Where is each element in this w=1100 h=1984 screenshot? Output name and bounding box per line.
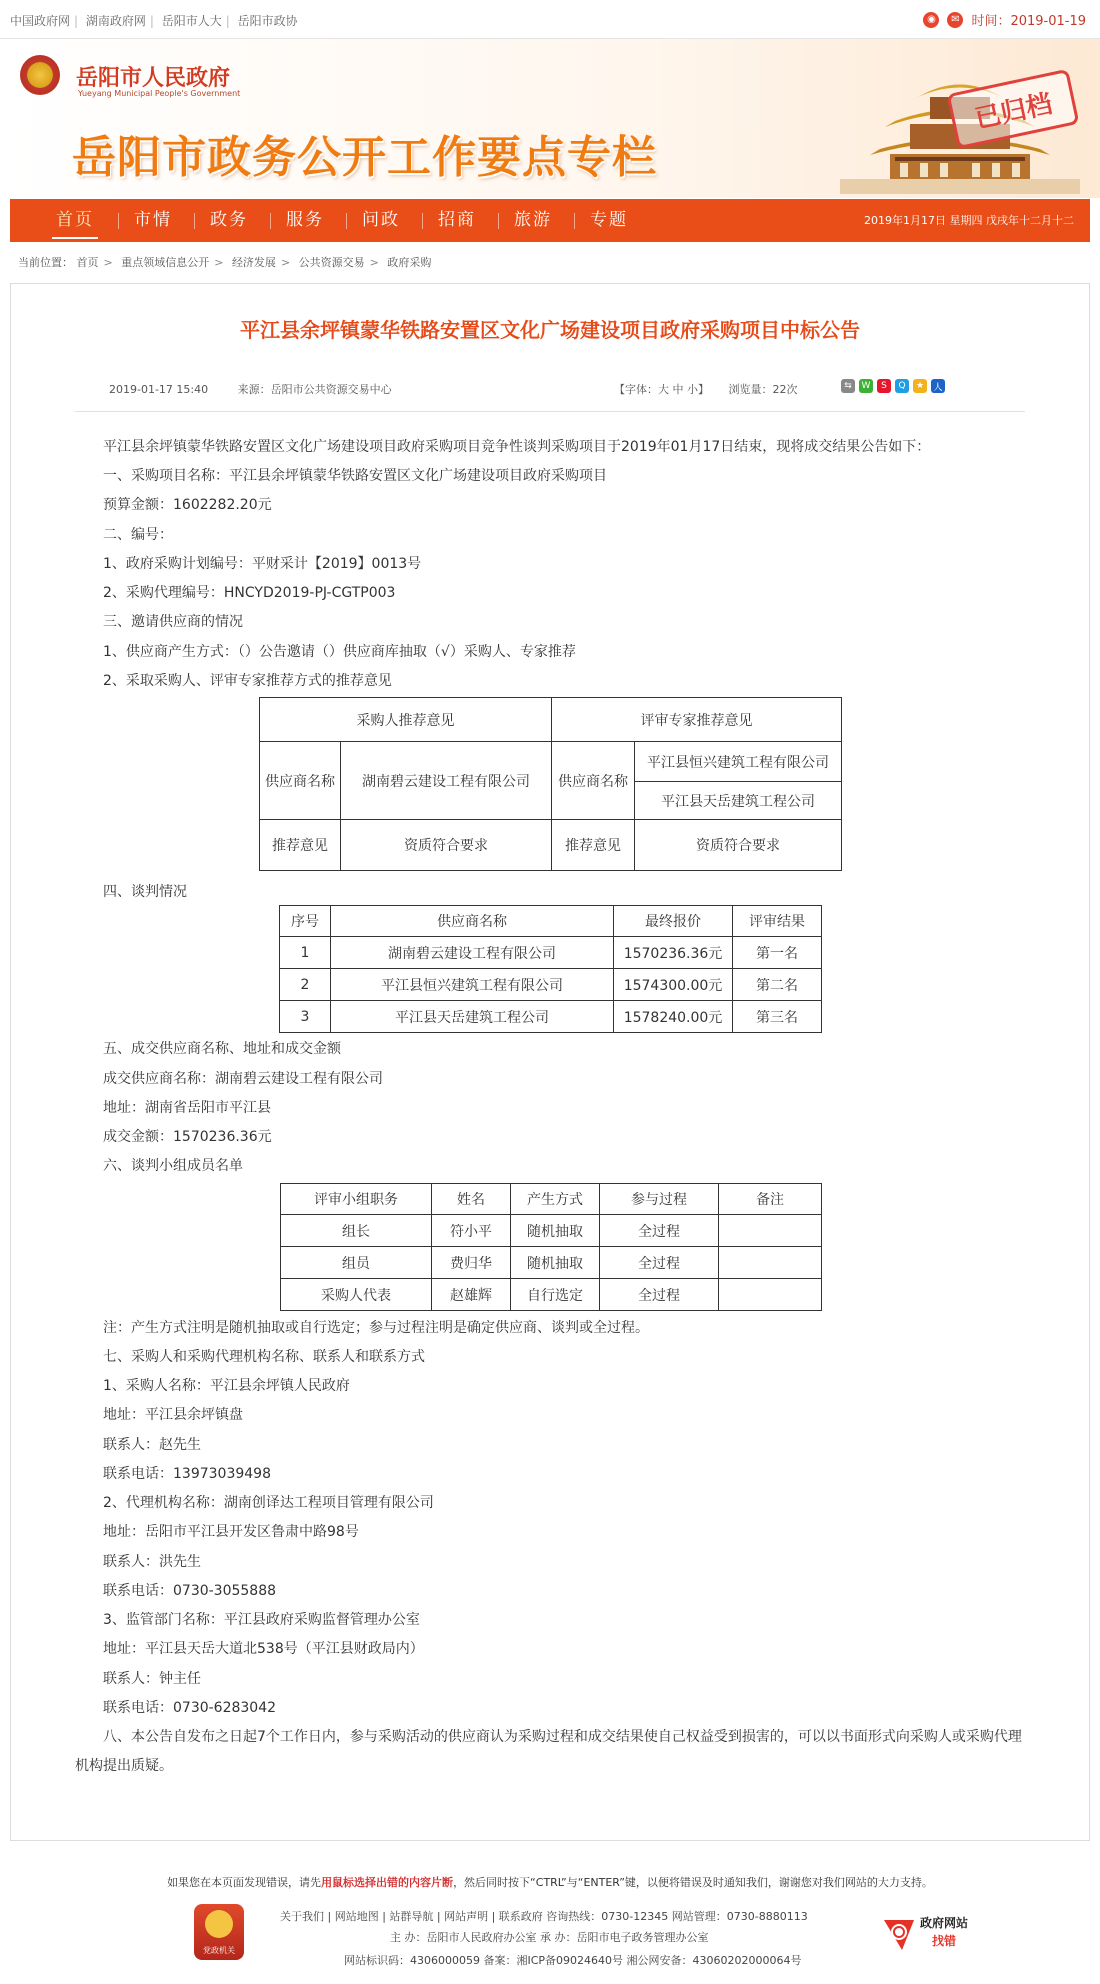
breadcrumb-item[interactable]: 重点领域信息公开	[121, 256, 210, 269]
breadcrumb-label: 当前位置：	[18, 256, 73, 269]
table-row	[281, 1279, 822, 1311]
link-gov-china[interactable]: 中国政府网	[10, 14, 71, 28]
find-error-icon	[880, 1912, 922, 1954]
emblem-label: 党政机关	[203, 1946, 235, 1955]
nav-date: 2019年1月17日 星期四 戊戌年十二月十二	[864, 214, 1074, 227]
table-cell: 随机抽取	[511, 1215, 600, 1247]
table-header: 采购人推荐意见	[260, 698, 552, 742]
footer	[0, 1860, 1100, 1984]
table-header: 备注	[719, 1184, 822, 1215]
article-paragraph: 三、邀请供应商的情况	[103, 614, 243, 630]
table-cell	[719, 1215, 822, 1247]
share-icon[interactable]: ⇆	[841, 379, 855, 393]
table-cell: 资质符合要求	[341, 820, 552, 871]
top-links: 中国政府网 | 湖南政府网 | 岳阳市人大 | 岳阳市政协	[10, 14, 298, 28]
article-paragraph: 联系电话：0730-6283042	[103, 1700, 277, 1716]
article-paragraph: 四、谈判情况	[103, 884, 187, 900]
article-paragraph: 地址：平江县天岳大道北538号（平江县财政局内）	[103, 1641, 424, 1657]
footer-note-highlight: 用鼠标选择出错的内容片断	[321, 1876, 454, 1889]
table-cell: 供应商名称	[260, 742, 341, 820]
breadcrumb-item[interactable]: 经济发展	[231, 256, 276, 269]
article-paragraph: 成交金额：1570236.36元	[103, 1129, 272, 1145]
table-cell: 赵雄辉	[432, 1279, 511, 1311]
article-paragraph: 2、采购代理编号：HNCYD2019-PJ-CGTP003	[103, 585, 396, 601]
article-paragraph: 五、成交供应商名称、地址和成交金额	[103, 1041, 341, 1057]
table-cell	[719, 1247, 822, 1279]
article-meta	[109, 381, 418, 397]
weibo-icon[interactable]: ◉	[923, 12, 939, 28]
table-cell: 全过程	[600, 1215, 719, 1247]
table-cell: 平江县恒兴建筑工程有限公司	[635, 742, 842, 782]
breadcrumb-item[interactable]: 公共资源交易	[298, 256, 365, 269]
article-paragraph: 联系人：洪先生	[103, 1554, 201, 1570]
table-cell: 1	[280, 937, 331, 969]
archived-stamp: 已归档	[947, 69, 1080, 150]
article-paragraph: 联系人：赵先生	[103, 1437, 201, 1453]
article-paragraph: 预算金额：1602282.20元	[103, 497, 272, 513]
table-cell: 组员	[281, 1247, 432, 1279]
article-source: 来源：岳阳市公共资源交易中心	[237, 383, 392, 396]
article-paragraph: 平江县余坪镇蒙华铁路安置区文化广场建设项目政府采购项目竞争性谈判采购项目于2019年01月17日结束，现将成交结果公告如下：	[103, 439, 931, 455]
wechat-share-icon[interactable]: W	[859, 379, 873, 393]
nav-item-government[interactable]: 政务	[210, 210, 248, 230]
table-cell: 推荐意见	[552, 820, 635, 871]
nav-item-investment[interactable]: 招商	[438, 210, 476, 230]
table-cell: 平江县天岳建筑工程公司	[635, 782, 842, 820]
nav-item-home[interactable]: 首页	[56, 199, 94, 242]
link-cppcc-yueyang[interactable]: 岳阳市政协	[237, 14, 298, 28]
table-cell: 湖南碧云建设工程有限公司	[341, 742, 552, 820]
view-count: 浏览量：22次	[728, 383, 798, 396]
share-bar	[841, 379, 945, 393]
table-cell: 1570236.36元	[614, 937, 733, 969]
main-nav	[10, 199, 1090, 242]
footer-error-note	[0, 1874, 1100, 1890]
banner-title: 岳阳市政务公开工作要点专栏	[72, 132, 657, 183]
link-npc-yueyang[interactable]: 岳阳市人大	[161, 14, 222, 28]
article-title: 平江县余坪镇蒙华铁路安置区文化广场建设项目政府采购项目中标公告	[240, 318, 860, 342]
panel-member-table	[280, 1183, 822, 1311]
table-header: 评审结果	[733, 906, 822, 937]
article-paragraph: 1、政府采购计划编号：平财采计【2019】0013号	[103, 556, 422, 572]
breadcrumb-item[interactable]: 政府采购	[387, 256, 432, 269]
article-paragraph: 联系电话：13973039498	[103, 1466, 271, 1482]
table-header: 产生方式	[511, 1184, 600, 1215]
article-paragraph: 联系人：钟主任	[103, 1671, 201, 1687]
party-gov-emblem-icon[interactable]	[194, 1904, 244, 1960]
table-cell: 自行选定	[511, 1279, 600, 1311]
table-cell: 随机抽取	[511, 1247, 600, 1279]
table-cell: 3	[280, 1001, 331, 1033]
table-cell: 推荐意见	[260, 820, 341, 871]
footer-links[interactable]: 关于我们 | 网站地图 | 站群导航 | 网站声明 | 联系政府 咨询热线：0730-12345 网站管理：0730-8880113	[280, 1910, 808, 1923]
top-time: 时间：2019-01-19	[971, 14, 1086, 29]
national-emblem-icon	[20, 55, 60, 95]
article-paragraph: 地址：湖南省岳阳市平江县	[103, 1100, 271, 1116]
weibo-share-icon[interactable]: S	[877, 379, 891, 393]
nav-item-topics[interactable]: 专题	[590, 210, 628, 230]
table-cell: 1578240.00元	[614, 1001, 733, 1033]
article-paragraph: 注：产生方式注明是随机抽取或自行选定；参与过程注明是确定供应商、谈判或全过程。	[103, 1320, 649, 1336]
article-paragraph: 二、编号：	[103, 527, 173, 543]
article-paragraph: 2、采取采购人、评审专家推荐方式的推荐意见	[103, 673, 392, 689]
article-paragraph: 联系电话：0730-3055888	[103, 1583, 277, 1599]
table-header: 姓名	[432, 1184, 511, 1215]
footer-note-text: ，然后同时按下“CTRL”与“ENTER”键，以便将错误及时通知我们，谢谢您对我们网站的大力支持。	[453, 1876, 933, 1889]
breadcrumb-item[interactable]: 首页	[76, 256, 99, 269]
table-row	[281, 1247, 822, 1279]
table-header: 评审小组职务	[281, 1184, 432, 1215]
table-header: 最终报价	[614, 906, 733, 937]
table-row	[280, 969, 822, 1001]
article-paragraph: 1、采购人名称：平江县余坪镇人民政府	[103, 1378, 350, 1394]
negotiation-table	[279, 905, 822, 1033]
wechat-icon[interactable]: ✉	[947, 12, 963, 28]
find-error-badge[interactable]	[880, 1910, 990, 1956]
table-row	[280, 1001, 822, 1033]
table-header: 供应商名称	[331, 906, 614, 937]
badge-bottom-text: 找错	[932, 1934, 957, 1948]
article-date: 2019-01-17 15:40	[109, 383, 209, 396]
table-cell: 平江县恒兴建筑工程有限公司	[331, 969, 614, 1001]
table-header: 序号	[280, 906, 331, 937]
table-cell	[719, 1279, 822, 1311]
article-tools	[614, 381, 798, 397]
article-paragraph: 六、谈判小组成员名单	[103, 1158, 243, 1174]
table-cell: 资质符合要求	[635, 820, 842, 871]
table-cell: 费归华	[432, 1247, 511, 1279]
renren-share-icon[interactable]: 人	[931, 379, 945, 393]
article-paragraph: 1、供应商产生方式：（）公告邀请（）供应商库抽取（√）采购人、专家推荐	[103, 644, 576, 660]
nav-item-city[interactable]: 市情	[134, 210, 172, 230]
article-paragraph: 七、采购人和采购代理机构名称、联系人和联系方式	[103, 1349, 425, 1365]
table-cell: 第一名	[733, 937, 822, 969]
article-paragraph: 一、采购项目名称：平江县余坪镇蒙华铁路安置区文化广场建设项目政府采购项目	[103, 468, 607, 484]
table-cell: 供应商名称	[552, 742, 635, 820]
article-paragraph: 3、监管部门名称：平江县政府采购监督管理办公室	[103, 1612, 420, 1628]
article-paragraph: 2、代理机构名称：湖南创译达工程项目管理有限公司	[103, 1495, 434, 1511]
badge-top-text: 政府网站	[920, 1916, 969, 1930]
table-row	[281, 1215, 822, 1247]
footer-organizer: 主 办：岳阳市人民政府办公室 承 办：岳阳市电子政务管理办公室	[390, 1931, 709, 1944]
table-cell: 全过程	[600, 1247, 719, 1279]
gov-name[interactable]: 岳阳市人民政府	[76, 65, 231, 91]
link-gov-hunan[interactable]: 湖南政府网	[85, 14, 146, 28]
article-paragraph: 成交供应商名称：湖南碧云建设工程有限公司	[103, 1071, 383, 1087]
qzone-share-icon[interactable]: ★	[913, 379, 927, 393]
top-right	[923, 10, 1086, 29]
article-paragraph: 地址：岳阳市平江县开发区鲁肃中路98号	[103, 1524, 359, 1540]
top-bar	[0, 0, 1100, 39]
table-cell: 第三名	[733, 1001, 822, 1033]
article-paragraph: 八、本公告自发布之日起7个工作日内，参与采购活动的供应商认为采购过程和成交结果使自己权益受到损害的，可以以书面形式向采购人或采购代理机构提出质疑。	[75, 1729, 1022, 1774]
article-paragraph: 地址：平江县余坪镇盘	[103, 1407, 243, 1423]
recommendation-table	[259, 697, 842, 871]
table-cell: 1574300.00元	[614, 969, 733, 1001]
table-cell: 组长	[281, 1215, 432, 1247]
table-header: 评审专家推荐意见	[552, 698, 842, 742]
table-header: 参与过程	[600, 1184, 719, 1215]
table-cell: 符小平	[432, 1215, 511, 1247]
table-cell: 平江县天岳建筑工程公司	[331, 1001, 614, 1033]
table-cell: 第二名	[733, 969, 822, 1001]
footer-registration: 网站标识码：4306000059 备案：湘ICP备09024640号 湘公网安备：43060202000064号	[344, 1954, 802, 1967]
nav-item-tourism[interactable]: 旅游	[514, 210, 552, 230]
gov-name-en: Yueyang Municipal People's Government	[78, 89, 241, 98]
breadcrumb: 当前位置： 首页 > 重点领域信息公开 > 经济发展 > 公共资源交易 > 政府采购	[18, 256, 432, 269]
article-container	[10, 283, 1090, 1841]
table-row	[280, 937, 822, 969]
footer-note-text: 如果您在本页面发现错误，请先	[167, 1876, 322, 1889]
table-cell: 湖南碧云建设工程有限公司	[331, 937, 614, 969]
banner	[0, 39, 1100, 198]
nav-item-inquiry[interactable]: 问政	[362, 210, 400, 230]
table-cell: 采购人代表	[281, 1279, 432, 1311]
table-cell: 2	[280, 969, 331, 1001]
font-size-control[interactable]: 【字体：大 中 小】	[614, 383, 709, 396]
meta-divider	[75, 411, 1025, 412]
nav-item-service[interactable]: 服务	[286, 210, 324, 230]
table-cell: 全过程	[600, 1279, 719, 1311]
qq-share-icon[interactable]: Q	[895, 379, 909, 393]
